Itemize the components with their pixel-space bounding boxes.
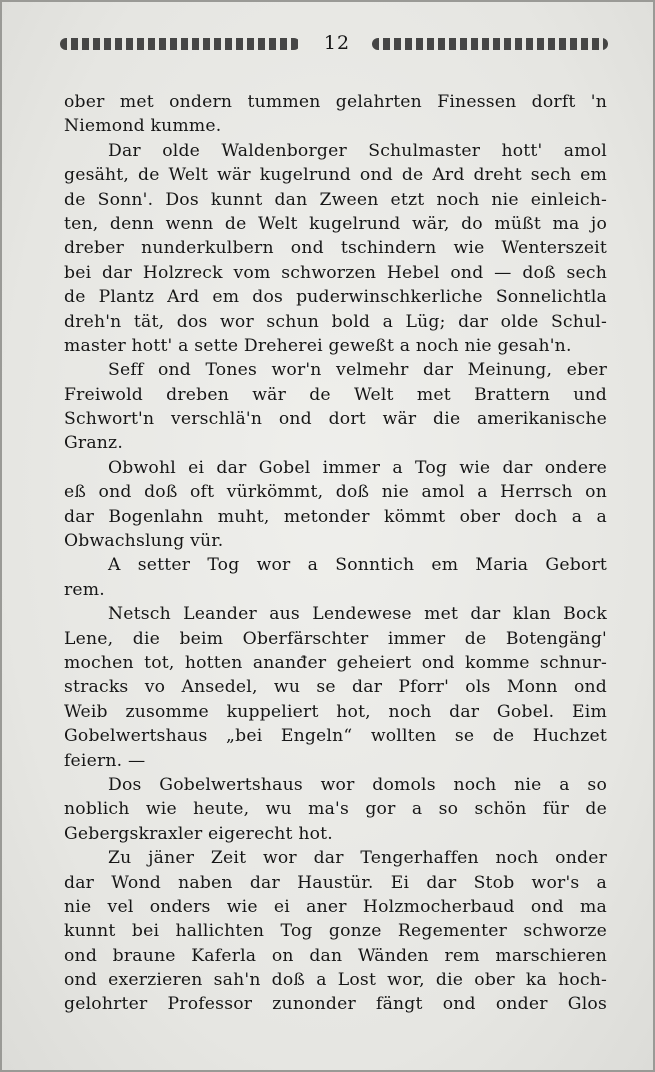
text-line: ober met ondern tummen gelahrten Finessen dorft 'n [64, 92, 607, 112]
text-line: nie vel onders wie ei aner Holzmocherbaud ond ma [64, 896, 607, 917]
text-line: gelohrter Professor zunonder fängt ond onder Glos [64, 994, 607, 1015]
text-line: Dos Gobelwertshaus wor domols noch nie a so [108, 774, 607, 795]
text-line: A setter Tog wor a Sonntich em Maria Gebort [108, 555, 607, 576]
text-line: gesäht, de Welt wär kugelrund ond de Ard dreht sech em [64, 165, 607, 186]
text-line: dreh'n tät, dos wor schun bold a Lüg; dar olde Schul- [64, 311, 607, 332]
page-number: 12 [323, 32, 351, 54]
text-line: Niemond kumme. [64, 116, 222, 137]
text-line: Freiwold dreben wär de Welt met Brattern und [64, 384, 607, 405]
text-line: Weib zusomme kuppeliert hot, noch dar Gobel. Eim [64, 701, 607, 722]
text-line: master hott' a sette Dreherei geweßt a noch nie gesah'n. [64, 335, 572, 356]
text-line: rem. [64, 579, 105, 600]
ornament-rule-right [372, 38, 608, 50]
text-line: Granz. [64, 433, 123, 454]
text-line: Lene, die beim Oberfärschter immer de Botengäng' [64, 628, 607, 649]
text-line: dar Wond naben dar Haustür. Ei dar Stob wor's a [64, 872, 607, 893]
text-line: Obwohl ei dar Gobel immer a Tog wie dar ondere [108, 457, 607, 478]
text-line: de Sonn'. Dos kunnt dan Zween etzt noch nie einleich- [64, 189, 607, 210]
ornament-rule-left [60, 38, 300, 50]
text-line: Gebergskraxler eigerecht hot. [64, 823, 333, 844]
text-line: feiern. — [64, 750, 146, 771]
text-line: eß ond doß oft vürkömmt, doß nie amol a Herrsch on [64, 482, 607, 503]
text-line: noblich wie heute, wu ma's gor a so schön für de [64, 799, 607, 820]
body-text [64, 90, 607, 1017]
text-line: mochen tot, hotten ananđer geheiert ond komme schnur- [64, 652, 607, 673]
text-line: Zu jäner Zeit wor dar Tengerhaffen noch onder [108, 848, 607, 869]
text-line: dreber nunderkulbern ond tschindern wie Wenterszeit [64, 238, 607, 259]
text-line: de Plantz Ard em dos puderwinschkerliche Sonnelichtla [64, 287, 607, 308]
text-line: Dar olde Waldenborger Schulmaster hott' amol [108, 140, 607, 161]
running-header [2, 32, 653, 56]
text-line: kunnt bei hallichten Tog gonze Regementer schworze [64, 921, 607, 942]
text-line: Gobelwertshaus „bei Engeln“ wollten se de Huchzet [64, 726, 607, 747]
text-line: dar Bogenlahn muht, metonder kömmt ober doch a a [64, 506, 607, 527]
text-line: Seff ond Tones wor'n velmehr dar Meinung, eber [108, 360, 607, 381]
text-line: stracks vo Ansedel, wu se dar Pforr' ols Monn ond [64, 677, 607, 698]
text-line: Obwachslung vür. [64, 531, 224, 552]
text-line: ond braune Kaferla on dan Wänden rem marschieren [64, 945, 607, 966]
text-line: Schwort'n verschlä'n ond dort wär die amerikanische [64, 409, 607, 430]
text-line: ond exerzieren sah'n doß a Lost wor, die ober ka hoch- [64, 970, 607, 991]
text-line: ten, denn wenn de Welt kugelrund wär, do müßt ma jo [64, 213, 607, 234]
text-line: bei dar Holzreck vom schworzen Hebel ond — doß sech [64, 262, 607, 283]
text-line: Netsch Leander aus Lendewese met dar klan Bock [108, 604, 607, 625]
